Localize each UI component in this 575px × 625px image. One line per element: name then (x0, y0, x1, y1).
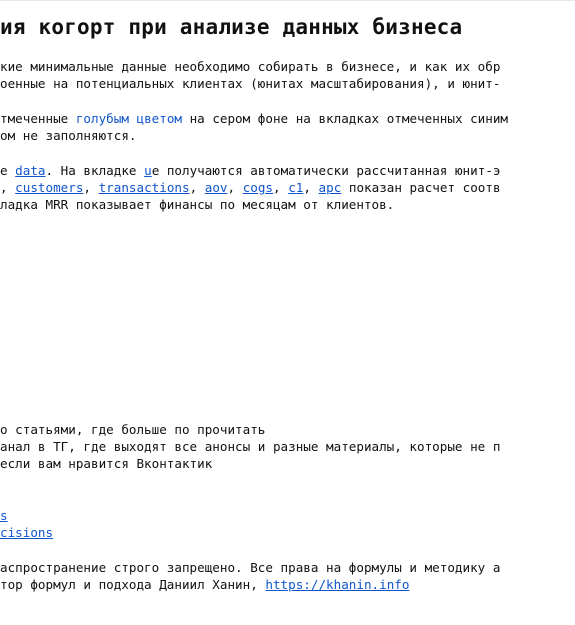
link-line2 (0, 524, 53, 541)
page-title: ия когорт при анализе данных бизнеса (0, 15, 463, 39)
top-divider (0, 0, 575, 1)
para3-line3: ладка MRR показывает финансы по месяцам от клиентов. (0, 197, 395, 212)
para3-text-mid: . На вкладке (45, 163, 145, 178)
para3-line2-post: показан расчет соотв (341, 180, 501, 195)
para3-text-post: е получаются автоматически рассчитанная юнит-э (151, 163, 501, 178)
decisions-link[interactable]: cisions (0, 525, 54, 540)
ue-tab-link[interactable]: u (144, 163, 152, 178)
footer-line2 (0, 576, 409, 593)
para4-line3: если вам нравится Вконтактик (0, 456, 213, 471)
aov-tab-link[interactable]: aov (204, 180, 228, 195)
apc-tab-link[interactable]: apc (318, 180, 342, 195)
para3-text-pre: е (0, 163, 16, 178)
para4-line1: о статьями, где больше по прочитать (0, 422, 266, 437)
para2-line2: ом не заполняются. (0, 128, 137, 143)
para4-line2: анал в ТГ, где выходят все анонсы и разные материалы, которые не п (0, 439, 501, 454)
para2-text-pre: тмеченные (0, 111, 76, 126)
link-line1 (0, 507, 8, 524)
resource-link-1[interactable]: s (0, 508, 8, 523)
para2-blue-text: голубым цветом (75, 111, 182, 126)
para2-text-post: на сером фоне на вкладках отмеченных синим (181, 111, 509, 126)
separator: , (227, 180, 243, 195)
para3-line1 (0, 162, 500, 179)
c1-tab-link[interactable]: c1 (288, 180, 304, 195)
transactions-tab-link[interactable]: transactions (98, 180, 190, 195)
data-tab-link[interactable]: data (15, 163, 46, 178)
para3-line2-pre: , (0, 180, 16, 195)
para2-line1 (0, 110, 508, 127)
khanin-website-link[interactable]: https://khanin.info (265, 577, 410, 592)
para1-line2: оенные на потенциальных клиентах (юнитах масштабирования), и юнит- (0, 76, 501, 91)
cogs-tab-link[interactable]: cogs (242, 180, 274, 195)
separator: , (189, 180, 205, 195)
separator: , (83, 180, 99, 195)
para3-line2 (0, 179, 501, 196)
customers-tab-link[interactable]: customers (15, 180, 84, 195)
para1-line1: кие минимальные данные необходимо собирать в бизнесе, и как их обр (0, 59, 501, 74)
footer-author-text: тор формул и подхода Даниил Ханин, (0, 577, 266, 592)
footer-line1: аспространение строго запрещено. Все права на формулы и методику а (0, 560, 501, 575)
separator: , (273, 180, 289, 195)
separator: , (303, 180, 319, 195)
